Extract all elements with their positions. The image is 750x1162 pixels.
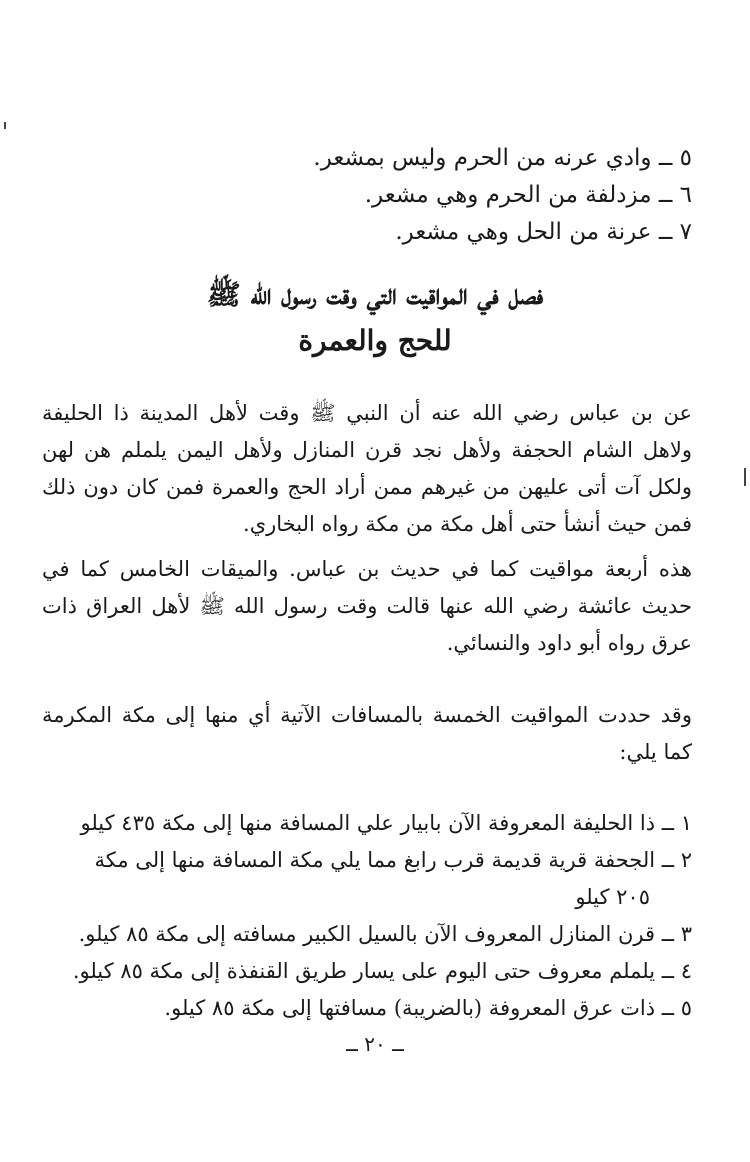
scan-mark <box>744 468 746 486</box>
list-item: ٥ ــ ذات عرق المعروفة (بالضريبة) مسافتها إلى مكة ٨٥ كيلو. <box>164 996 692 1020</box>
list-item: ٥ ــ وادي عرنه من الحرم وليس بمشعر. <box>313 145 692 171</box>
list-item: ٦ ــ مزدلفة من الحرم وهي مشعر. <box>364 182 692 208</box>
list-item: ٣ ــ قرن المنازل المعروف الآن بالسيل الكبير مسافته إلى مكة ٨٥ كيلو. <box>78 922 692 946</box>
page-number: ــ ٢٠ ــ <box>346 1032 404 1056</box>
distances-intro: وقد حددت المواقيت الخمسة بالمسافات الآتية أي منها إلى مكة المكرمة كما يلي: <box>42 703 692 764</box>
list-item: ١ ــ ذا الحليفة المعروفة الآن بابيار علي المسافة منها إلى مكة ٤٣٥ كيلو <box>80 811 692 835</box>
mashaer-list <box>52 140 692 251</box>
scan-mark <box>4 122 6 129</box>
section-heading: فصل في المواقيت التي وقت رسول الله ﷺ <box>206 278 544 311</box>
section-heading-subline: للحج والعمرة <box>298 324 452 357</box>
list-item: ٢ ــ الجحفة قرية قديمة قرب رابغ مما يلي مكة المسافة منها إلى مكة <box>94 848 692 872</box>
list-item-continuation: ٢٠٥ كيلو <box>575 885 650 909</box>
hadith-paragraph: عن بن عباس رضي الله عنه أن النبي ﷺ وقت لأهل المدينة ذا الحليفة ولاهل الشام الحجفة ولأهل نجد قرن المنازل ولأهل اليمن يلملم هن لهن ولكل آت أتى عليهن من غيرهم ممن أراد الحج والعمرة فمن كان دون ذلك فمن حيث أنشأ حتى أهل مكة من مكة رواه البخاري. <box>42 401 693 536</box>
list-item: ٧ ــ عرنة من الحل وهي مشعر. <box>395 219 692 245</box>
list-item: ٤ ــ يلملم معروف حتى اليوم على يسار طريق القنفذة إلى مكة ٨٥ كيلو. <box>72 959 692 983</box>
miqat-distance-list <box>42 805 692 1027</box>
miqat-paragraph: هذه أربعة مواقيت كما في حديث بن عباس. والميقات الخامس كما في حديث عائشة رضي الله عنها قالت وقت رسول الله ﷺ لأهل العراق ذات عرق رواه أبو داود والنسائي. <box>42 557 692 655</box>
